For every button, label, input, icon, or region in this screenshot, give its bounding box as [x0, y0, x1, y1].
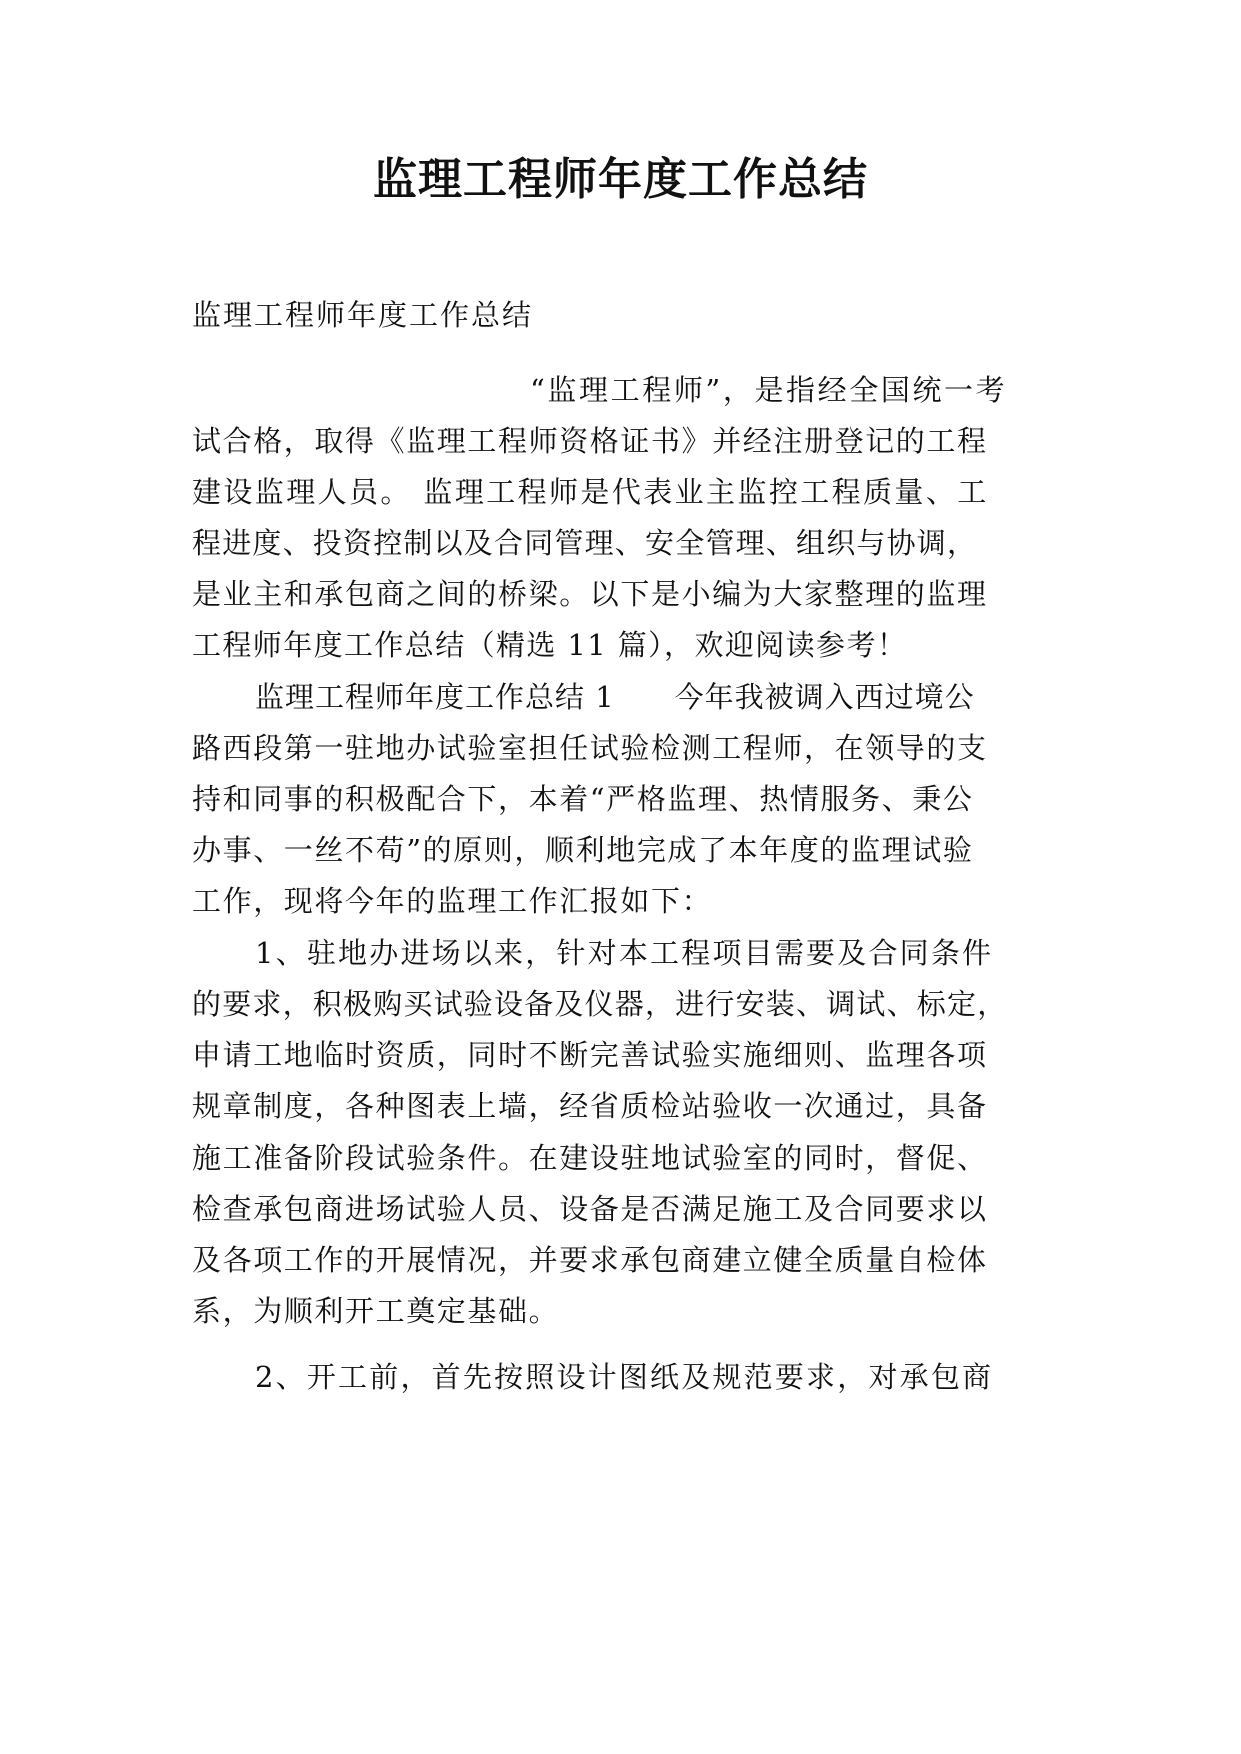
item-2-line-1: 2、开工前，首先按照设计图纸及规范要求，对承包商 [255, 1360, 994, 1394]
body-line-5: 是业主和承包商之间的桥梁。以下是小编为大家整理的监理 [192, 577, 988, 611]
item-1-line-4: 规章制度，各种图表上墙，经省质检站验收一次通过，具备 [192, 1089, 988, 1123]
item-1-line-3: 申请工地临时资质，同时不断完善试验实施细则、监理各项 [192, 1038, 988, 1072]
item-1-line-6: 检查承包商进场试验人员、设备是否满足施工及合同要求以 [192, 1192, 988, 1226]
body-line-11: 工作，现将今年的监理工作汇报如下： [192, 884, 713, 918]
body-line-10: 办事、一丝不苟”的原则，顺利地完成了本年度的监理试验 [192, 833, 974, 867]
item-1-line-2: 的要求，积极购买试验设备及仪器，进行安装、调试、标定， [192, 987, 1008, 1021]
body-line-4: 程进度、投资控制以及合同管理、安全管理、组织与协调， [192, 526, 978, 560]
body-line-6: 工程师年度工作总结（精选 11 篇），欢迎阅读参考！ [192, 628, 908, 662]
body-line-3: 建设监理人员。 监理工程师是代表业主监控工程质量、工 [192, 475, 989, 509]
body-line-8: 路西段第一驻地办试验室担任试验检测工程师，在领导的支 [192, 731, 988, 765]
body-line-2: 试合格，取得《监理工程师资格证书》并经注册登记的工程 [192, 424, 988, 458]
item-1-line-8: 系，为顺利开工奠定基础。 [192, 1294, 560, 1328]
document-title: 监理工程师年度工作总结 [373, 154, 868, 205]
item-1-line-5: 施工准备阶段试验条件。在建设驻地试验室的同时，督促、 [192, 1141, 988, 1175]
item-1-line-7: 及各项工作的开展情况，并要求承包商建立健全质量自检体 [192, 1243, 988, 1277]
item-1-line-1: 1、驻地办进场以来，针对本工程项目需要及合同条件 [255, 936, 994, 970]
body-line-1: “监理工程师”，是指经全国统一考 [530, 373, 1008, 407]
section-1-heading-line: 监理工程师年度工作总结 1 今年我被调入西过境公 [255, 680, 975, 714]
document-subtitle: 监理工程师年度工作总结 [192, 298, 534, 332]
body-line-9: 持和同事的积极配合下，本着“严格监理、热情服务、秉公 [192, 782, 974, 816]
